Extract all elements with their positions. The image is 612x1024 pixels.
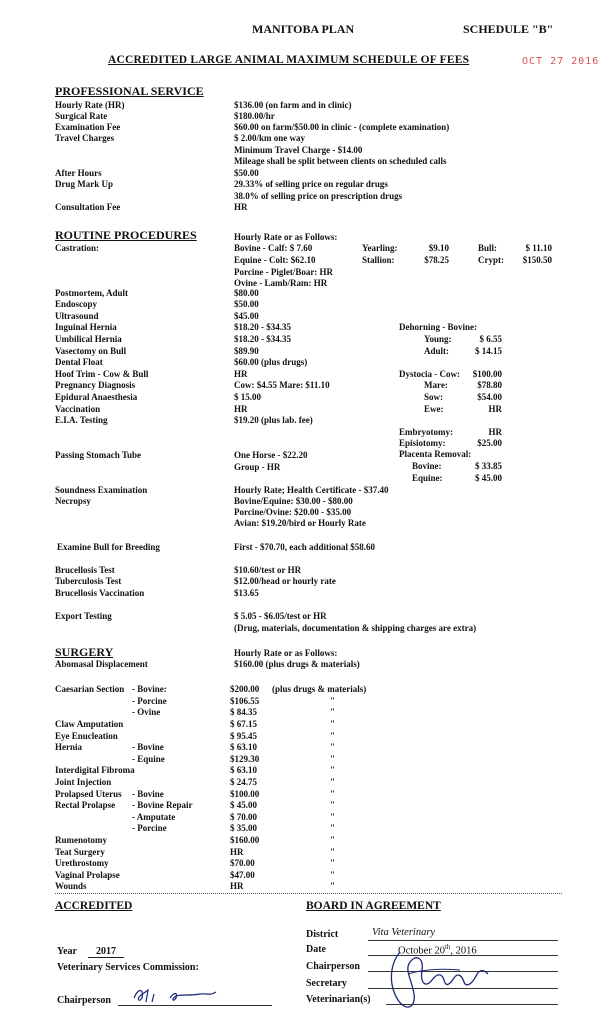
surgery-value: $ 84.35 <box>230 707 257 717</box>
surgery-label: Claw Amputation <box>55 719 124 729</box>
placenta-value: $ 45.00 <box>475 473 502 483</box>
schedule-label: SCHEDULE "B" <box>463 22 554 36</box>
board-heading: BOARD IN AGREEMENT <box>306 900 441 912</box>
professional-label: Travel Charges <box>55 133 115 143</box>
episiotomy-value: $25.00 <box>477 438 502 448</box>
embryotomy-label: Embryotomy: <box>399 427 453 437</box>
routine-label: Endoscopy <box>55 299 98 309</box>
test-value: $12.00/head or hourly rate <box>234 576 336 586</box>
surgery-value: $160.00 <box>230 835 260 845</box>
surgery-sublabel: - Bovine Repair <box>132 800 193 810</box>
routine-value: $60.00 (plus drugs) <box>234 357 308 367</box>
necropsy-value-3: Avian: $19.20/bird or Hourly Rate <box>234 518 366 528</box>
castration-item: Bovine - Calf: $ 7.60 <box>234 243 313 253</box>
surgery-label: Hernia <box>55 742 82 752</box>
ditto-mark: " <box>330 870 335 880</box>
routine-label: Postmortem, Adult <box>55 288 128 298</box>
accredited-heading: ACCREDITED <box>55 900 133 912</box>
placenta-value: $ 33.85 <box>475 461 502 471</box>
veterinarian-signature <box>380 944 500 1016</box>
castration-extra-label: Stallion: <box>362 255 395 265</box>
export-value1: $ 5.05 - $6.05/test or HR <box>234 611 327 621</box>
castration-item: Equine - Colt: $62.10 <box>234 255 316 265</box>
secretary-label: Secretary <box>306 978 347 989</box>
routine-label: Dental Float <box>55 357 103 367</box>
necropsy-value-2: Porcine/Ovine: $20.00 - $35.00 <box>234 507 352 517</box>
routine-value: $18.20 - $34.35 <box>234 322 291 332</box>
board-chairperson-label: Chairperson <box>306 961 360 972</box>
test-value: $13.65 <box>234 588 259 598</box>
export-label: Export Testing <box>55 611 112 621</box>
castration-extra-value: $9.10 <box>428 243 449 253</box>
abomasal-label: Abomasal Displacement <box>55 659 148 669</box>
routine-value: HR <box>234 369 248 379</box>
ditto-mark: " <box>330 835 335 845</box>
dehorning-value: $ 14.15 <box>475 346 502 356</box>
chairperson-label: Chairperson <box>57 995 111 1006</box>
surgery-label: Caesarian Section <box>55 684 125 694</box>
ditto-mark: " <box>330 847 335 857</box>
professional-value: Minimum Travel Charge - $14.00 <box>234 145 363 155</box>
castration-item: Ovine - Lamb/Ram: HR <box>234 278 328 288</box>
document-title: ACCREDITED LARGE ANIMAL MAXIMUM SCHEDULE OF FEES <box>108 54 470 66</box>
placenta-title: Placenta Removal: <box>399 449 472 459</box>
castration-extra-value2: $ 11.10 <box>525 243 552 253</box>
professional-label: Surgical Rate <box>55 111 108 121</box>
episiotomy-label: Episiotomy: <box>399 438 446 448</box>
surgery-value: $70.00 <box>230 858 255 868</box>
professional-label: After Hours <box>55 168 102 178</box>
routine-label: Ultrasound <box>55 311 99 321</box>
surgery-label: Teat Surgery <box>55 847 105 857</box>
routine-value: $80.00 <box>234 288 259 298</box>
professional-value: $180.00/hr <box>234 111 275 121</box>
ditto-mark: " <box>330 696 335 706</box>
veterinarians-label: Veterinarian(s) <box>306 994 371 1005</box>
test-value: $10.60/test or HR <box>234 565 302 575</box>
surgery-value: $ 67.15 <box>230 719 257 729</box>
surgery-label: Wounds <box>55 881 87 891</box>
dehorning-value: $ 6.55 <box>479 334 502 344</box>
surgery-value: $129.30 <box>230 754 260 764</box>
necropsy-label: Necropsy <box>55 496 91 506</box>
bull-breeding-label: Examine Bull for Breeding <box>57 542 160 552</box>
surgery-sublabel: - Amputate <box>132 812 176 822</box>
surgery-label: Rectal Prolapse <box>55 800 116 810</box>
routine-label: Inguinal Hernia <box>55 322 117 332</box>
professional-value: Mileage shall be split between clients on scheduled calls <box>234 156 447 166</box>
routine-value: $50.00 <box>234 299 259 309</box>
placenta-label: Equine: <box>412 473 443 483</box>
dystocia-label: Mare: <box>424 380 448 390</box>
routine-label: Vaccination <box>55 404 101 414</box>
professional-value: $ 2.00/km one way <box>234 133 306 143</box>
surgery-value: $100.00 <box>230 789 260 799</box>
bull-breeding-value: First - $70.70, each additional $58.60 <box>234 542 375 552</box>
professional-value: $60.00 on farm/$50.00 in clinic - (complete examination) <box>234 122 450 132</box>
surgery-value: HR <box>230 847 244 857</box>
ditto-mark: " <box>330 731 335 741</box>
surgery-value: $ 63.10 <box>230 742 257 752</box>
ditto-mark: " <box>330 823 335 833</box>
dehorning-label: Young: <box>424 334 452 344</box>
professional-label: Examination Fee <box>55 122 121 132</box>
routine-value: $89.90 <box>234 346 259 356</box>
ditto-mark: " <box>330 765 335 775</box>
ditto-mark: " <box>330 881 335 891</box>
surgery-label: Prolapsed Uterus <box>55 789 122 799</box>
surgery-value: $ 35.00 <box>230 823 257 833</box>
surgery-label: Interdigital Fibroma <box>55 765 135 775</box>
professional-value: 29.33% of selling price on regular drugs <box>234 179 388 189</box>
test-label: Brucellosis Vaccination <box>55 588 145 598</box>
routine-intro: Hourly Rate or as Follows: <box>234 232 338 242</box>
commission-signature <box>130 984 220 1006</box>
surgery-sublabel: - Porcine <box>132 823 167 833</box>
date-label: Date <box>306 944 326 955</box>
routine-label: Pregnancy Diagnosis <box>55 380 136 390</box>
castration-extra-label: Yearling: <box>362 243 398 253</box>
surgery-value: $ 70.00 <box>230 812 257 822</box>
ditto-mark: " <box>330 754 335 764</box>
surgery-value: HR <box>230 881 244 891</box>
routine-label: Epidural Anaesthesia <box>55 392 138 402</box>
dehorning-label: Adult: <box>424 346 450 356</box>
ditto-mark: " <box>330 800 335 810</box>
date-value: October 20th, 2016 <box>398 943 477 957</box>
surgery-value: $ 63.10 <box>230 765 257 775</box>
surgery-value: $200.00 <box>230 684 260 694</box>
professional-value: $50.00 <box>234 168 259 178</box>
surgery-label: Urethrostomy <box>55 858 109 868</box>
surgery-value: $47.00 <box>230 870 255 880</box>
professional-value: 38.0% of selling price on prescription drugs <box>234 191 403 201</box>
routine-value: $19.20 (plus lab. fee) <box>234 415 313 425</box>
castration-label: Castration: <box>55 243 99 253</box>
surgery-heading: SURGERY <box>55 645 114 659</box>
abomasal-value: $160.00 (plus drugs & materials) <box>234 659 360 669</box>
dystocia-value: $54.00 <box>477 392 502 402</box>
test-label: Tuberculosis Test <box>55 576 122 586</box>
soundness-label: Soundness Examination <box>55 485 148 495</box>
surgery-value: $ 24.75 <box>230 777 257 787</box>
dystocia-value: HR <box>488 404 502 414</box>
stomach-tube-value1: One Horse - $22.20 <box>234 450 308 460</box>
professional-label: Drug Mark Up <box>55 179 113 189</box>
necropsy-value-1: Bovine/Equine: $30.00 - $80.00 <box>234 496 353 506</box>
routine-label: Vasectomy on Bull <box>55 346 127 356</box>
routine-value: HR <box>234 404 248 414</box>
surgery-intro: Hourly Rate or as Follows: <box>234 648 338 658</box>
surgery-sublabel: - Equine <box>132 754 165 764</box>
routine-label: Umbilical Hernia <box>55 334 122 344</box>
surgery-note: (plus drugs & materials) <box>272 684 367 694</box>
stomach-tube-value2: Group - HR <box>234 462 281 472</box>
dystocia-value: $78.80 <box>477 380 502 390</box>
ditto-mark: " <box>330 707 335 717</box>
stomach-tube-label: Passing Stomach Tube <box>55 450 142 460</box>
ditto-mark: " <box>330 789 335 799</box>
routine-value: $18.20 - $34.35 <box>234 334 291 344</box>
dystocia-value: $100.00 <box>472 369 502 379</box>
placenta-label: Bovine: <box>412 461 442 471</box>
castration-extra-value2: $150.50 <box>522 255 552 265</box>
castration-item: Porcine - Piglet/Boar: HR <box>234 267 334 277</box>
castration-extra-value: $78.25 <box>424 255 449 265</box>
ditto-mark: " <box>330 777 335 787</box>
test-label: Brucellosis Test <box>55 565 115 575</box>
professional-label: Consultation Fee <box>55 202 121 212</box>
dystocia-label: Sow: <box>424 392 444 402</box>
surgery-label: Rumenotomy <box>55 835 107 845</box>
ditto-mark: " <box>330 858 335 868</box>
dotted-divider <box>55 893 562 894</box>
surgery-sublabel: - Bovine: <box>132 684 167 694</box>
routine-value: Cow: $4.55 Mare: $11.10 <box>234 380 330 390</box>
export-value2: (Drug, materials, documentation & shipping charges are extra) <box>234 623 477 633</box>
dystocia-title: Dystocia - Cow: <box>399 369 460 379</box>
professional-value: HR <box>234 202 248 212</box>
ditto-mark: " <box>330 719 335 729</box>
surgery-sublabel: - Bovine <box>132 789 164 799</box>
routine-label: E.I.A. Testing <box>55 415 108 425</box>
soundness-value: Hourly Rate; Health Certificate - $37.40 <box>234 485 389 495</box>
surgery-value: $ 45.00 <box>230 800 257 810</box>
embryotomy-value: HR <box>488 427 502 437</box>
ditto-mark: " <box>330 812 335 822</box>
routine-value: $ 15.00 <box>234 392 261 402</box>
received-stamp: OCT 27 2016 <box>522 56 600 67</box>
ditto-mark: " <box>330 742 335 752</box>
professional-value: $136.00 (on farm and in clinic) <box>234 100 352 110</box>
castration-extra-label2: Crypt: <box>478 255 504 265</box>
castration-extra-label2: Bull: <box>478 243 498 253</box>
routine-label: Hoof Trim - Cow & Bull <box>55 369 149 379</box>
surgery-sublabel: - Bovine <box>132 742 164 752</box>
professional-label: Hourly Rate (HR) <box>55 100 125 110</box>
surgery-value: $ 95.45 <box>230 731 257 741</box>
plan-title: MANITOBA PLAN <box>252 22 355 36</box>
professional-heading: PROFESSIONAL SERVICE <box>55 84 204 98</box>
district-value: Vita Veterinary <box>372 927 436 938</box>
surgery-sublabel: - Porcine <box>132 696 167 706</box>
surgery-value: $106.55 <box>230 696 260 706</box>
dystocia-label: Ewe: <box>424 404 444 414</box>
surgery-label: Vaginal Prolapse <box>55 870 120 880</box>
routine-heading: ROUTINE PROCEDURES <box>55 228 197 242</box>
surgery-label: Joint Injection <box>55 777 112 787</box>
district-line <box>368 940 558 941</box>
year-label: Year <box>57 946 77 957</box>
surgery-sublabel: - Ovine <box>132 707 161 717</box>
surgery-label: Eye Enucleation <box>55 731 118 741</box>
commission-label: Veterinary Services Commission: <box>57 962 199 973</box>
dehorning-title: Dehorning - Bovine: <box>399 322 478 332</box>
routine-value: $45.00 <box>234 311 259 321</box>
year-value: 2017 <box>88 946 124 958</box>
district-label: District <box>306 929 339 940</box>
